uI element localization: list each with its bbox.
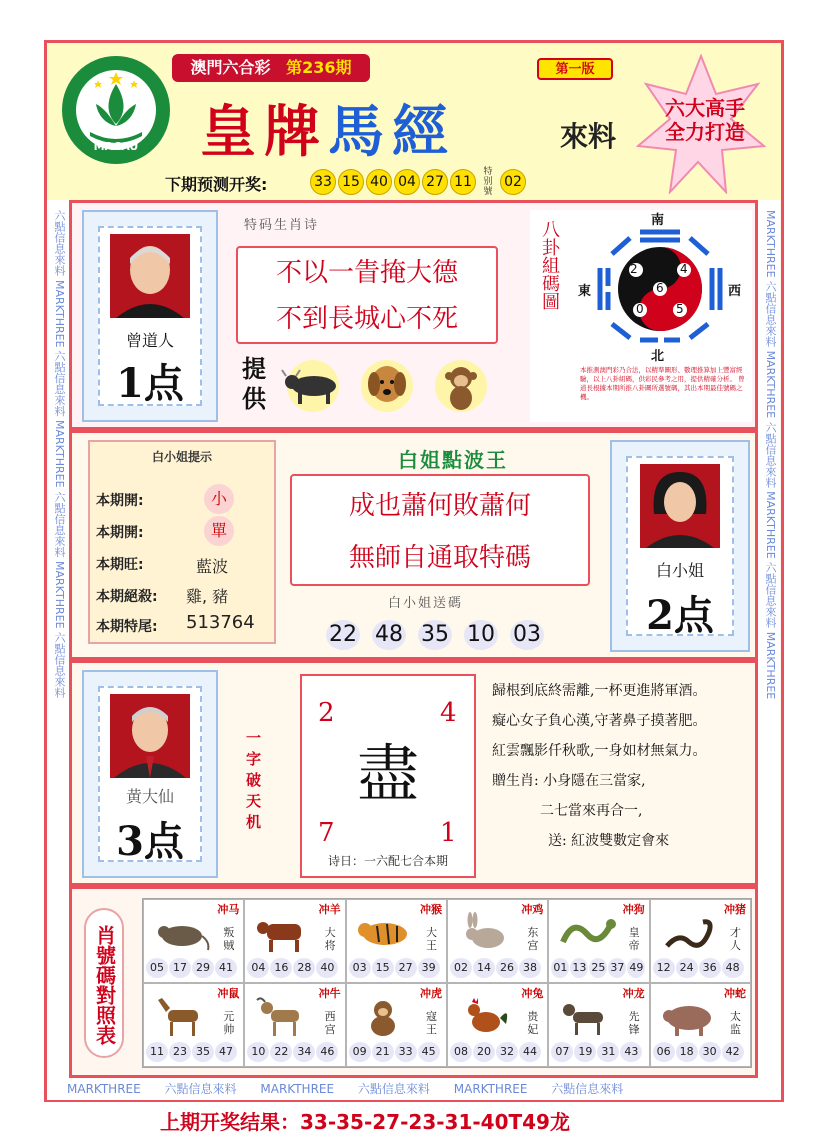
zodiac-cell <box>447 899 548 983</box>
zodiac-numbers <box>450 958 541 978</box>
zodiac-ball: 43 <box>620 1042 642 1062</box>
zodiac-cell <box>650 899 751 983</box>
rat-icon <box>152 912 212 954</box>
corner-number: 4 <box>440 698 457 728</box>
monkey-icon <box>355 996 415 1038</box>
zodiac-ball: 06 <box>653 1042 675 1062</box>
zodiac-name: 东宫 <box>527 926 539 952</box>
poem-line: 贈生肖: 小身隱在三當家, <box>492 773 646 789</box>
person-photo <box>110 694 190 778</box>
zodiac-name: 寇王 <box>426 1010 437 1036</box>
poem-line: 不到長城心不死 <box>275 304 458 334</box>
bagua-num: 5 <box>676 302 684 316</box>
zodiac-ball: 25 <box>589 958 607 978</box>
zodiac-ball: 46 <box>316 1042 338 1062</box>
tip-value: 雞, 豬 <box>186 587 229 606</box>
strip-markthree: MARKTHREE <box>53 279 66 348</box>
zodiac-ball: 08 <box>450 1042 472 1062</box>
zodiac-clash: 冲猴 <box>420 903 442 916</box>
zodiac-ball: 39 <box>418 958 440 978</box>
bagua-east: 東 <box>578 284 592 299</box>
monkey-icon <box>426 354 496 414</box>
title-part2: 馬經 <box>328 99 456 165</box>
zodiac-cell <box>447 983 548 1067</box>
tiger-icon <box>355 912 415 954</box>
emblem-caption: MACAU <box>93 140 139 153</box>
strip-liudian: 六點信息來料 <box>164 1082 237 1096</box>
bagua-west: 西 <box>728 284 742 299</box>
zodiac-name: 元帅 <box>223 1010 235 1036</box>
center-title: 白姐點波王 <box>398 448 508 472</box>
zodiac-ball: 42 <box>722 1042 744 1062</box>
zodiac-ball: 45 <box>418 1042 440 1062</box>
zodiac-table-label <box>84 908 124 1058</box>
zodiac-ball: 10 <box>247 1042 269 1062</box>
zodiac-ball: 14 <box>473 958 495 978</box>
zodiac-clash: 冲虎 <box>420 987 442 1000</box>
zodiac-cell <box>346 983 447 1067</box>
zodiac-cell <box>346 899 447 983</box>
zodiac-clash: 冲兔 <box>521 987 544 1000</box>
strip-markthree: MARKTHREE <box>53 420 66 488</box>
bagua-north: 北 <box>651 349 665 364</box>
bagua-title: 八卦組碼圖 <box>539 220 560 310</box>
zodiac-ball: 28 <box>293 958 315 978</box>
zodiac-clash: 冲马 <box>217 903 240 916</box>
poem-box <box>290 474 590 586</box>
zodiac-ball: 35 <box>192 1042 214 1062</box>
zodiac-ball: 23 <box>169 1042 191 1062</box>
ox-icon <box>278 354 348 414</box>
goat-icon <box>253 996 313 1038</box>
dog-icon <box>557 996 617 1038</box>
zodiac-cell <box>143 983 244 1067</box>
ox-icon <box>253 912 313 954</box>
strip-markthree: MARKTHREE <box>67 1082 141 1096</box>
pred-ball: 27 <box>422 169 448 195</box>
strip-markthree: MARKTHREE <box>764 210 777 278</box>
zodiac-ball: 29 <box>192 958 214 978</box>
left-strip-text <box>51 210 67 698</box>
strip-markthree: MARKTHREE <box>53 560 66 629</box>
special-label: 特别號 <box>483 167 493 197</box>
strip-liudian: 六點信息來料 <box>53 631 66 698</box>
zodiac-ball: 41 <box>215 958 237 978</box>
zodiac-name: 大王 <box>426 926 437 952</box>
corner-number: 2 <box>318 698 335 728</box>
send-title: 白小姐送碼 <box>388 596 464 611</box>
poem-line: 癡心女子負心漢,守著鼻子摸著肥。 <box>492 713 707 729</box>
person-photo <box>110 234 190 318</box>
zodiac-ball: 15 <box>372 958 394 978</box>
tip-label: 本期特尾: <box>96 619 158 635</box>
zodiac-ball: 27 <box>395 958 417 978</box>
poem-line: 送: 紅波雙數定會來 <box>548 833 670 849</box>
poem-line: 二七當來再合一, <box>540 803 643 819</box>
poem-line: 紅雲飄影仟秋歌,一身如材無氣力。 <box>492 743 707 759</box>
zodiac-ball: 04 <box>247 958 269 978</box>
tip-value-circle: 單 <box>204 516 234 546</box>
points-label: 1点 <box>116 360 184 407</box>
horse-icon <box>152 996 212 1038</box>
zodiac-ball: 17 <box>169 958 191 978</box>
poem-line: 成也蕭何敗蕭何 <box>348 491 531 521</box>
bagua-num: 4 <box>680 262 688 276</box>
strip-markthree: MARKTHREE <box>764 350 777 419</box>
zodiac-ball: 02 <box>450 958 472 978</box>
zodiac-ball: 01 <box>551 958 569 978</box>
person-avatar-icon <box>110 694 190 778</box>
prediction-balls <box>310 168 526 196</box>
left-strip <box>47 200 69 1085</box>
zodiac-name: 皇帝 <box>628 926 640 952</box>
pig-icon <box>659 996 719 1038</box>
strip-liudian: 六點信息來料 <box>764 421 777 488</box>
zodiac-numbers <box>551 958 645 978</box>
zodiac-numbers <box>653 958 744 978</box>
strip-markthree: MARKTHREE <box>764 631 777 700</box>
brand-issue-bar <box>172 54 370 82</box>
bagua-num: 2 <box>630 262 638 276</box>
zodiac-ball: 09 <box>349 1042 371 1062</box>
zodiac-name: 叛贼 <box>223 926 235 952</box>
zodiac-ball: 38 <box>519 958 541 978</box>
rabbit-icon <box>456 912 516 954</box>
poem-lines <box>492 676 754 856</box>
zodiac-ball: 31 <box>597 1042 619 1062</box>
zodiac-ball: 34 <box>293 1042 315 1062</box>
zodiac-ball: 30 <box>699 1042 721 1062</box>
zodiac-ball: 21 <box>372 1042 394 1062</box>
issue-number: 第236期 <box>286 58 352 77</box>
zodiac-cell <box>244 899 345 983</box>
zodiac-ball: 03 <box>349 958 371 978</box>
tip-label: 本期開: <box>96 525 144 541</box>
zodiac-clash: 冲狗 <box>622 903 645 916</box>
person-name: 黄大仙 <box>125 787 174 806</box>
zodiac-numbers <box>146 958 237 978</box>
poem-line: 無師自通取特碼 <box>348 543 531 573</box>
right-strip <box>758 200 780 1085</box>
zodiac-ball: 33 <box>395 1042 417 1062</box>
zodiac-numbers <box>349 958 440 978</box>
prediction-label: 下期预测开奖: <box>165 175 268 194</box>
big-character: 盡 <box>356 737 419 810</box>
zodiac-ball: 22 <box>270 1042 292 1062</box>
tip-value: 藍波 <box>196 557 229 576</box>
strip-markthree: MARKTHREE <box>764 491 777 559</box>
zodiac-clash: 冲鸡 <box>521 903 544 916</box>
zodiac-ball: 48 <box>722 958 744 978</box>
zodiac-ball: 16 <box>270 958 292 978</box>
person-avatar-icon <box>640 464 720 548</box>
bagua-num: 0 <box>636 302 644 316</box>
zodiac-numbers <box>653 1042 744 1062</box>
special-ball: 02 <box>500 169 526 195</box>
points-label: 3点 <box>116 818 184 865</box>
zodiac-numbers <box>247 958 338 978</box>
zodiac-label-text: 肖號碼對照表 <box>92 925 117 1045</box>
strip-liudian: 六點信息來料 <box>764 281 777 348</box>
tip-label: 本期旺: <box>96 557 144 573</box>
bottom-strip <box>47 1078 781 1100</box>
main-title <box>200 88 530 165</box>
poem-line: 不以一眚掩大德 <box>275 258 458 288</box>
zodiac-numbers <box>247 1042 338 1062</box>
zodiac-ball: 32 <box>496 1042 518 1062</box>
pred-ball: 11 <box>450 169 476 195</box>
strip-liudian: 六點信息來料 <box>53 350 66 417</box>
snake-icon <box>659 912 719 954</box>
zodiac-ball: 37 <box>608 958 626 978</box>
dog-icon <box>352 354 422 414</box>
strip-liudian: 六點信息來料 <box>551 1082 624 1096</box>
title-part1: 皇牌 <box>200 99 328 165</box>
zodiac-clash: 冲龙 <box>622 987 645 1000</box>
dragon-icon <box>557 912 617 954</box>
lailiao-label: 來料 <box>560 120 617 153</box>
send-numbers <box>326 620 544 650</box>
zodiac-numbers <box>349 1042 440 1062</box>
tip-title: 白小姐提示 <box>151 450 212 464</box>
bagua-south: 南 <box>651 213 665 228</box>
send-ball: 48 <box>372 620 406 650</box>
zodiac-clash: 冲鼠 <box>217 987 240 1000</box>
strip-markthree: MARKTHREE <box>453 1082 528 1096</box>
corner-number: 7 <box>318 818 335 848</box>
zodiac-clash: 冲猪 <box>724 903 746 916</box>
star-line1: 六大高手 <box>665 96 745 120</box>
bottom-strip-text <box>67 1078 643 1100</box>
zodiac-ball: 47 <box>215 1042 237 1062</box>
send-ball: 03 <box>510 620 544 650</box>
zodiac-clash: 冲牛 <box>318 987 341 1000</box>
zodiac-ball: 07 <box>551 1042 573 1062</box>
tip-label: 本期開: <box>96 493 144 509</box>
zodiac-numbers <box>551 1042 642 1062</box>
zodiac-ball: 20 <box>473 1042 495 1062</box>
zodiac-cell <box>143 899 244 983</box>
zodiac-numbers <box>450 1042 541 1062</box>
send-ball: 22 <box>326 620 360 650</box>
rooster-icon <box>456 996 516 1038</box>
brand-name: 澳門六合彩 <box>190 58 271 77</box>
person-photo <box>640 464 720 548</box>
strip-liudian: 六點信息來料 <box>357 1082 430 1096</box>
zodiac-cell <box>548 983 649 1067</box>
zodiac-grid <box>142 898 752 1068</box>
zodiac-ball: 13 <box>570 958 588 978</box>
strip-liudian: 六點信息來料 <box>53 210 66 276</box>
zodiac-ball: 05 <box>146 958 168 978</box>
star-line2: 全力打造 <box>665 120 745 144</box>
star-text <box>650 96 760 144</box>
tip-value-circle: 小 <box>204 484 234 514</box>
zodiac-ball: 49 <box>627 958 645 978</box>
zodiac-name: 西宫 <box>324 1010 336 1036</box>
zodiac-name: 才人 <box>730 926 741 952</box>
corner-number: 1 <box>440 818 457 848</box>
zodiac-clash: 冲羊 <box>318 903 341 916</box>
zodiac-name: 大将 <box>324 926 336 952</box>
tip-label: 本期絕殺: <box>96 589 158 605</box>
right-strip-text <box>762 210 778 699</box>
zodiac-name: 贵妃 <box>527 1010 539 1036</box>
strip-markthree: MARKTHREE <box>260 1082 335 1096</box>
zodiac-cell <box>650 983 751 1067</box>
send-ball: 35 <box>418 620 452 650</box>
zodiac-name: 先锋 <box>628 1010 640 1036</box>
version-badge: 第一版 <box>537 58 613 80</box>
points-label: 2点 <box>646 592 714 639</box>
strip-liudian: 六點信息來料 <box>53 491 66 558</box>
provide-label: 提供 <box>242 354 266 413</box>
zodiac-ball: 12 <box>653 958 675 978</box>
zodiac-ball: 18 <box>676 1042 698 1062</box>
pred-ball: 33 <box>310 169 336 195</box>
pred-ball: 04 <box>394 169 420 195</box>
pred-ball: 15 <box>338 169 364 195</box>
zodiac-name: 太监 <box>730 1010 741 1036</box>
side-label: 一字破天机 <box>244 730 262 835</box>
zodiac-ball: 40 <box>316 958 338 978</box>
pred-ball: 40 <box>366 169 392 195</box>
person-name: 曾道人 <box>125 331 174 350</box>
person-avatar-icon <box>110 234 190 318</box>
zodiac-cell <box>548 899 649 983</box>
poem-box <box>236 246 498 344</box>
zodiac-ball: 11 <box>146 1042 168 1062</box>
bagua-note: 本推測澳門彩乃合法，以精準圖形、數理推算加上豐富經驗，以上八卦組碼，供彩民參考之用，提供精確分析。 曾道長根據本期所推八卦圖所選號碼，其出本期最佳號碼之機。 <box>580 366 745 401</box>
zodiac-ball: 26 <box>496 958 518 978</box>
zodiac-ball: 19 <box>574 1042 596 1062</box>
last-result: 上期开奖结果：33-35-27-23-31-40T49龙 <box>160 1110 570 1134</box>
strip-liudian: 六點信息來料 <box>764 562 777 629</box>
zodiac-numbers <box>146 1042 237 1062</box>
box-footer: 诗日：一六配七合本期 <box>327 854 448 868</box>
send-ball: 10 <box>464 620 498 650</box>
section-subtitle: 特码生肖诗 <box>244 218 320 233</box>
person-name: 白小姐 <box>655 561 704 580</box>
bagua-num: 6 <box>656 281 664 295</box>
zodiac-cell <box>244 983 345 1067</box>
zodiac-ball: 44 <box>519 1042 541 1062</box>
zodiac-clash: 冲蛇 <box>724 987 746 1000</box>
zodiac-ball: 36 <box>699 958 721 978</box>
zodiac-ball: 24 <box>676 958 698 978</box>
tip-value: 513764 <box>186 612 255 633</box>
poem-line: 歸根到底終需離,一杯更進將軍酒。 <box>492 683 707 699</box>
